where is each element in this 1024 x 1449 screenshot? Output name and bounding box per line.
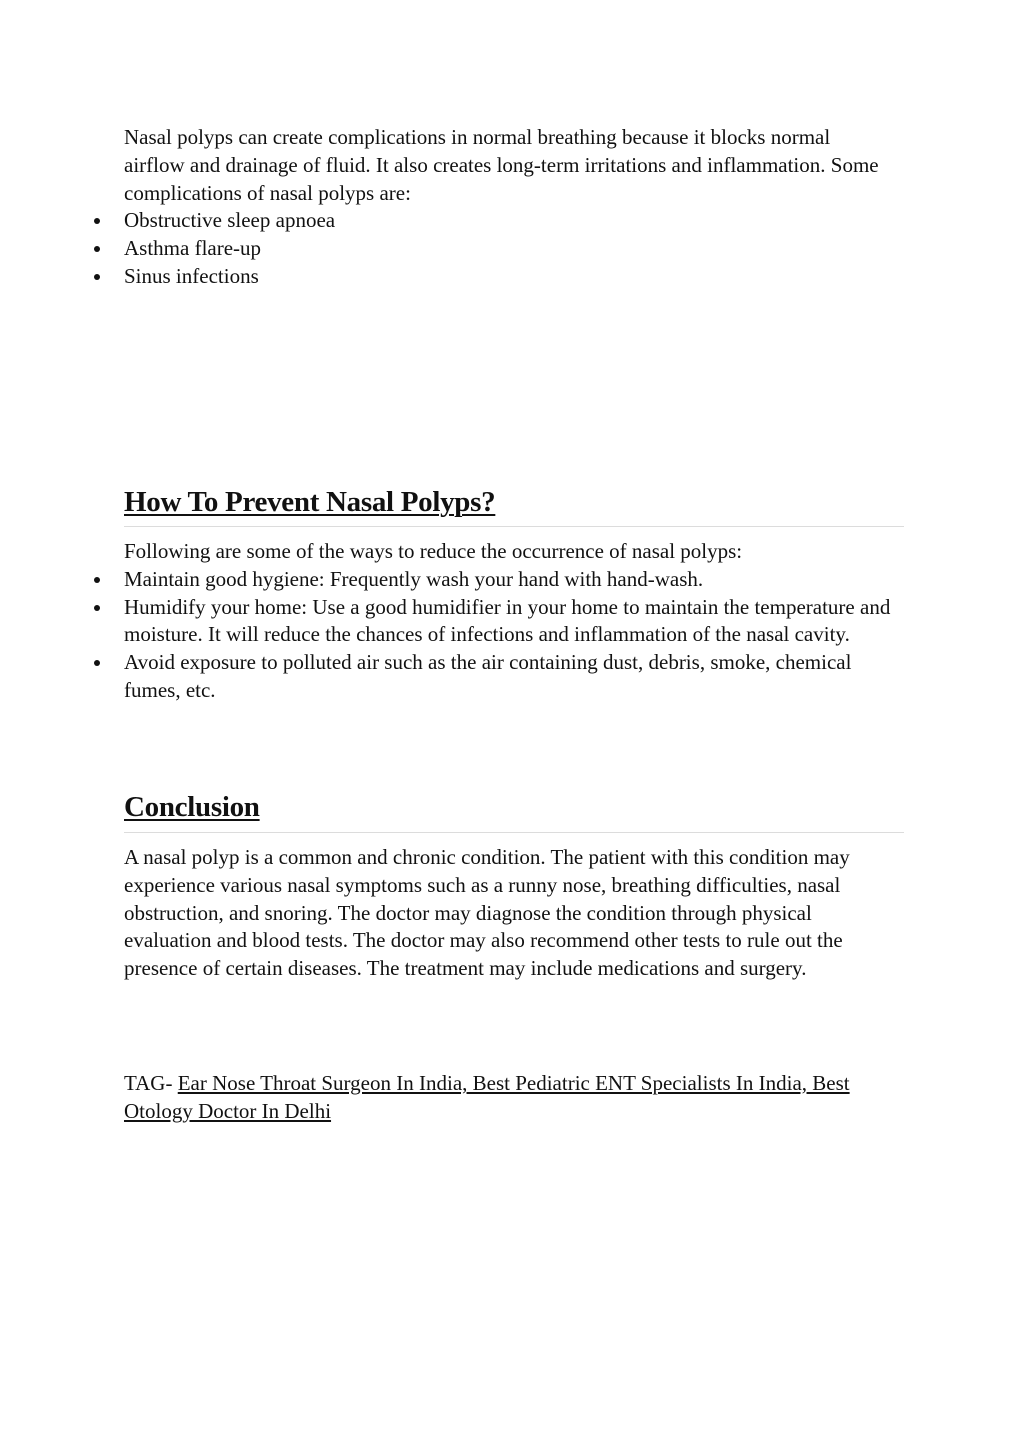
list-item: Obstructive sleep apnoea — [124, 207, 894, 235]
complications-intro: Nasal polyps can create complications in normal breathing because it blocks normal airflow and drainage of fluid. It also creates long-term irritations and inflammation. Some complications of nasal polyps are: — [124, 125, 879, 205]
conclusion-heading: Conclusion — [124, 791, 260, 823]
section-divider — [124, 526, 904, 527]
conclusion-section — [124, 844, 894, 983]
tags-section — [124, 1070, 894, 1126]
list-item: Sinus infections — [124, 263, 894, 291]
list-item: Asthma flare-up — [124, 235, 894, 263]
prevention-intro: Following are some of the ways to reduce the occurrence of nasal polyps: — [124, 539, 743, 563]
prevention-heading: How To Prevent Nasal Polyps? — [124, 486, 496, 518]
complications-list — [124, 207, 894, 290]
section-divider — [124, 832, 904, 833]
complications-section — [124, 124, 894, 291]
prevention-section — [124, 538, 894, 705]
list-item: Humidify your home: Use a good humidifier in your home to maintain the temperature and moisture. It will reduce the chances of infections and inflammation of the nasal cavity. — [124, 594, 894, 650]
tags-prefix: TAG- — [124, 1071, 178, 1095]
conclusion-text: A nasal polyp is a common and chronic condition. The patient with this condition may experience various nasal symptoms such as a runny nose, breathing difficulties, nasal obstruction, and snoring. The doctor may diagnose the condition through physical evaluation and blood tests. The doctor may also recommend other tests to rule out the presence of certain diseases. The treatment may include medications and surgery. — [124, 845, 850, 981]
list-item: Avoid exposure to polluted air such as the air containing dust, debris, smoke, chemical fumes, etc. — [124, 649, 894, 705]
list-item: Maintain good hygiene: Frequently wash your hand with hand-wash. — [124, 566, 894, 594]
tags-line — [124, 1070, 894, 1126]
prevention-list — [124, 566, 894, 705]
tag-links[interactable]: Ear Nose Throat Surgeon In India, Best Pediatric ENT Specialists In India, Best Otology Doctor In Delhi — [124, 1071, 850, 1123]
